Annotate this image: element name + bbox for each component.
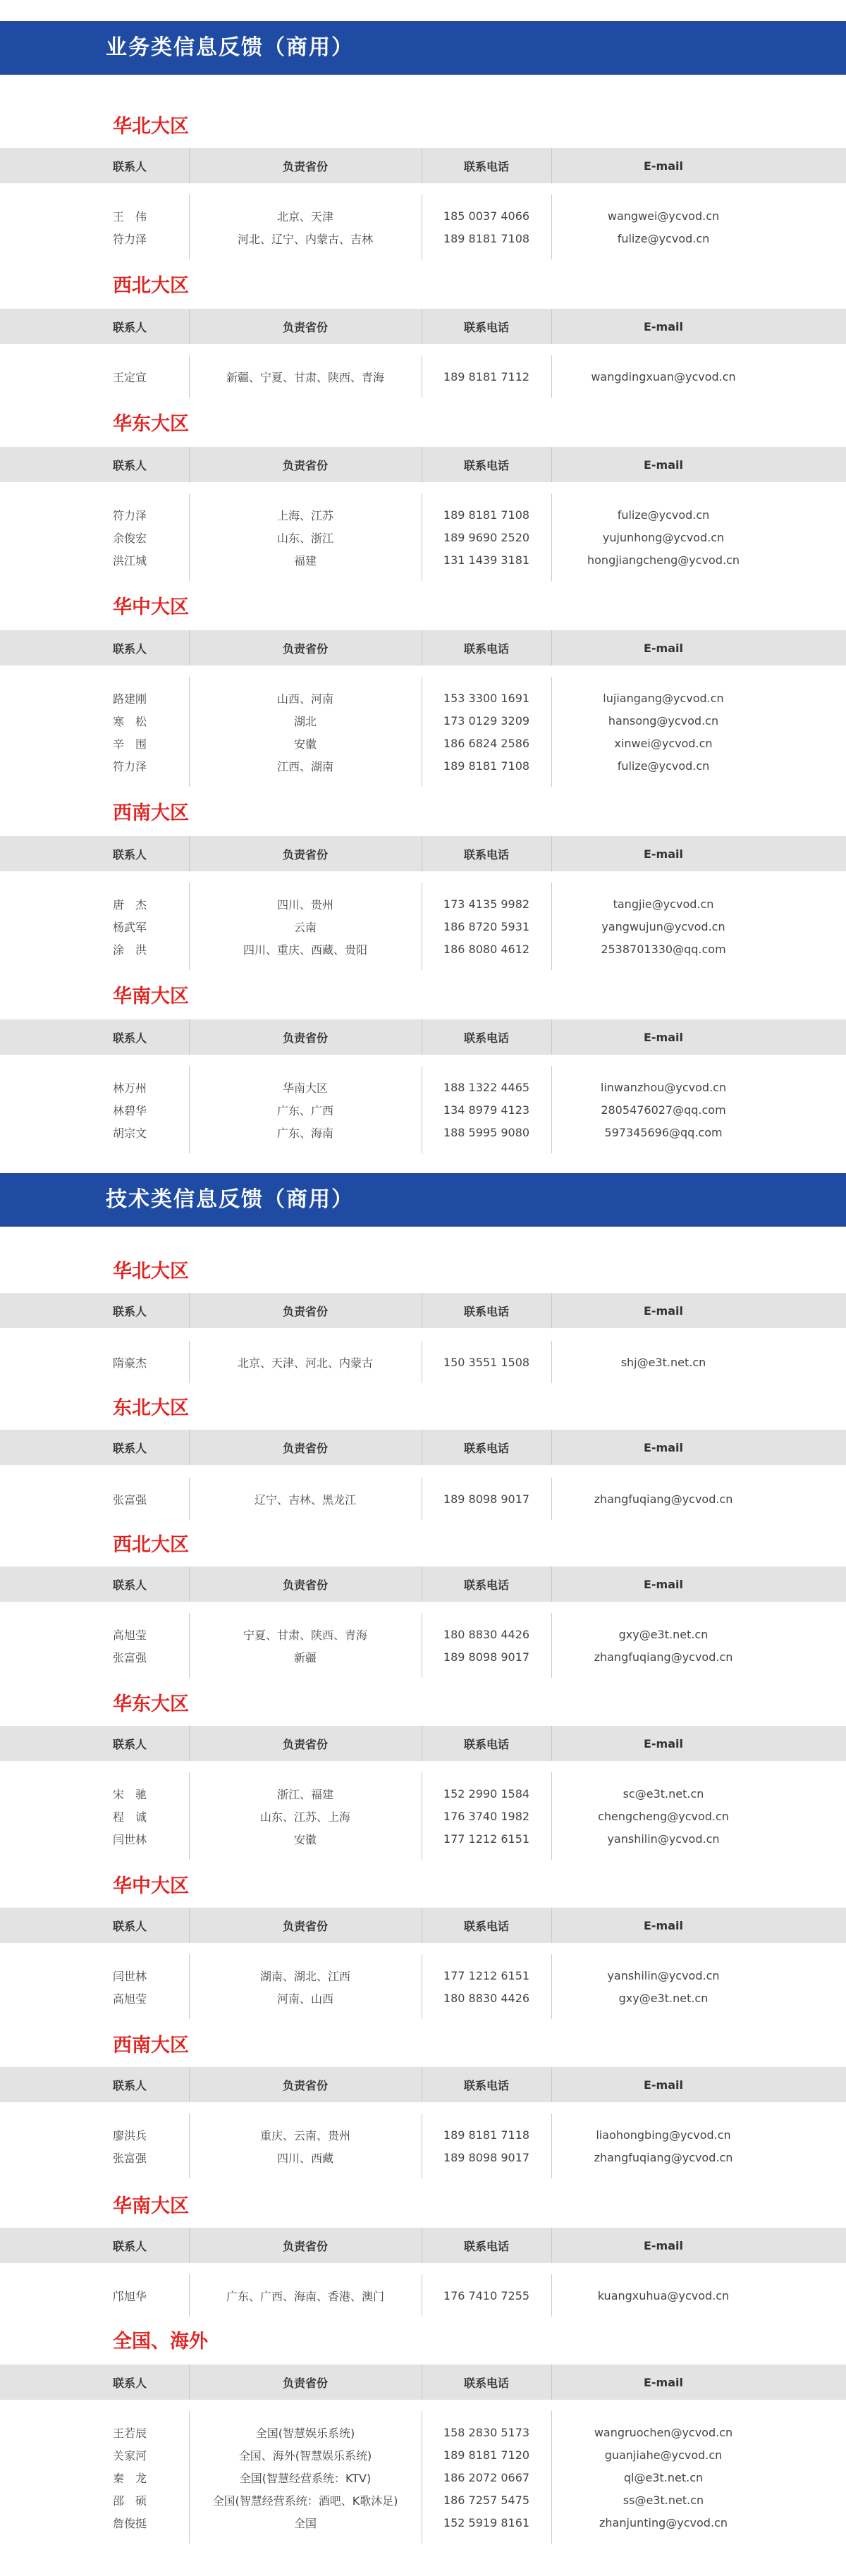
provinces-cell: 全国(智慧经营系统：KTV) [239,2471,372,2485]
column-divider [551,1019,552,1055]
contact-name-cell: 闫世林 [113,1969,147,1983]
table-row [0,2146,846,2169]
table-header [0,2365,846,2400]
table-row [0,2123,846,2146]
table-header [0,2228,846,2263]
header-phone: 联系电话 [463,320,509,334]
contact-name-cell: 洪江城 [113,553,147,568]
email-cell[interactable]: linwanzhou@ycvod.cn [600,1080,727,1094]
region-title: 华中大区 [113,1875,189,1897]
header-email: E-mail [643,847,683,861]
column-divider [189,1908,190,1943]
column-divider [551,148,552,183]
column-divider [189,1566,190,1602]
phone-cell: 180 8830 4426 [443,1991,530,2005]
email-cell[interactable]: hansong@ycvod.cn [608,713,719,728]
contact-name-cell: 闫世林 [113,1832,147,1846]
column-divider [189,1726,190,1761]
column-divider [189,836,190,871]
region-title: 全国、海外 [113,2331,208,2353]
header-email: E-mail [643,1577,683,1591]
phone-cell: 134 8979 4123 [443,1103,530,1117]
table-header [0,836,846,871]
column-divider [551,2067,552,2102]
email-cell[interactable]: 2538701330@qq.com [601,942,726,956]
provinces-cell: 宁夏、甘肃、陕西、青海 [243,1628,367,1642]
region-title: 华中大区 [113,596,189,618]
provinces-cell: 北京、天津 [276,209,333,223]
provinces-cell: 湖北 [293,714,317,728]
table-row [0,2421,846,2443]
table-body [0,1613,846,1678]
region-title: 西北大区 [113,1534,189,1556]
phone-cell: 177 1212 6151 [443,1832,530,1846]
header-provinces: 负责省份 [282,1304,328,1318]
contact-name-cell: 邵 硕 [113,2494,147,2508]
table-header [0,1566,846,1602]
table-header [0,1430,846,1465]
phone-cell: 188 5995 9080 [443,1125,530,1139]
contact-name-cell: 辛 围 [113,737,147,751]
table-body [0,195,846,259]
provinces-cell: 河南、山西 [276,1992,333,2006]
provinces-cell: 安徽 [293,1832,317,1846]
table-row [0,2443,846,2466]
table-row [0,548,846,571]
table-row [0,365,846,388]
phone-cell: 189 8098 9017 [443,1492,530,1506]
header-phone: 联系电话 [463,1919,509,1933]
email-cell[interactable]: wangdingxuan@ycvod.cn [591,369,736,384]
email-cell[interactable]: zhangfuqiang@ycvod.cn [594,2150,733,2164]
table-body [0,1478,846,1520]
region-title: 华南大区 [113,2195,189,2217]
header-email: E-mail [643,319,683,333]
header-email: E-mail [643,1304,683,1318]
contact-name-cell: 路建刚 [113,692,147,706]
contact-name-cell: 林碧华 [113,1103,147,1117]
header-phone: 联系电话 [463,458,509,472]
header-provinces: 负责省份 [282,2078,328,2092]
table-row [0,1098,846,1121]
header-contact-name: 联系人 [113,847,147,861]
email-cell[interactable]: fulize@ycvod.cn [617,231,710,245]
header-provinces: 负责省份 [282,458,328,472]
region-title: 华南大区 [113,986,189,1007]
phone-cell: 189 8181 7108 [443,759,530,773]
column-divider [551,309,552,344]
header-provinces: 负责省份 [282,1031,328,1045]
contact-name-cell: 张富强 [113,1650,147,1664]
provinces-cell: 广东、海南 [276,1126,333,1140]
phone-cell: 189 8098 9017 [443,2150,530,2164]
column-divider [189,309,190,344]
header-contact-name: 联系人 [113,159,147,173]
contact-name-cell: 程 诚 [113,1810,147,1824]
region-title: 东北大区 [113,1397,189,1419]
column-divider [189,148,190,183]
phone-cell: 185 0037 4066 [443,209,530,223]
provinces-cell: 江西、湖南 [276,759,333,773]
table-row [0,938,846,960]
header-contact-name: 联系人 [113,1441,147,1455]
phone-cell: 186 2072 0667 [443,2470,530,2484]
header-email: E-mail [643,458,683,472]
section-banner: 业务类信息反馈（商用） [0,21,846,75]
table-row [0,893,846,915]
region-title: 西南大区 [113,802,189,824]
email-cell[interactable]: sc@e3t.net.cn [623,1786,704,1801]
header-provinces: 负责省份 [282,159,328,173]
header-email: E-mail [643,1918,683,1932]
header-phone: 联系电话 [463,847,509,861]
table-row [0,1351,846,1373]
table-body [0,2274,846,2317]
phone-cell: 188 1322 4465 [443,1080,530,1094]
phone-cell: 186 8080 4612 [443,942,530,956]
header-provinces: 负责省份 [282,2376,328,2390]
header-contact-name: 联系人 [113,2239,147,2253]
header-email: E-mail [643,2238,683,2252]
contact-name-cell: 胡宗文 [113,1126,147,1140]
column-divider [189,1293,190,1328]
header-provinces: 负责省份 [282,1441,328,1455]
phone-cell: 189 8181 7118 [443,2128,530,2142]
header-contact-name: 联系人 [113,1031,147,1045]
header-contact-name: 联系人 [113,320,147,334]
provinces-cell: 新疆、宁夏、甘肃、陕西、青海 [226,370,384,384]
header-phone: 联系电话 [463,1304,509,1318]
table-row [0,503,846,526]
phone-cell: 152 2990 1584 [443,1786,530,1801]
provinces-cell: 山东、浙江 [276,531,333,545]
contact-name-cell: 隋豪杰 [113,1356,147,1370]
email-cell[interactable]: gxy@e3t.net.cn [618,1991,709,2005]
provinces-cell: 全国 [293,2516,317,2530]
column-divider [551,2365,552,2400]
table-row [0,2489,846,2511]
provinces-cell: 北京、天津、河北、内蒙古 [237,1356,373,1370]
email-cell[interactable]: gxy@e3t.net.cn [618,1627,709,1641]
column-divider [551,1566,552,1602]
column-divider [189,1430,190,1465]
header-contact-name: 联系人 [113,1919,147,1933]
column-divider [551,1908,552,1943]
table-body [0,355,846,398]
contact-name-cell: 符力泽 [113,759,147,773]
column-divider [551,836,552,871]
provinces-cell: 浙江、福建 [276,1787,333,1801]
provinces-cell: 全国、海外(智慧娱乐系统) [238,2448,372,2462]
contact-name-cell: 王若辰 [113,2426,147,2440]
column-divider [189,630,190,666]
header-provinces: 负责省份 [282,1919,328,1933]
email-cell[interactable]: kuangxuhua@ycvod.cn [597,2288,730,2302]
table-row [0,1805,846,1827]
contact-name-cell: 秦 龙 [113,2471,147,2485]
contact-name-cell: 廖洪兵 [113,2128,147,2142]
email-cell[interactable]: fulize@ycvod.cn [617,508,710,522]
table-row [0,1488,846,1510]
contact-name-cell: 余俊宏 [113,531,147,545]
section-banner: 技术类信息反馈（商用） [0,1173,846,1227]
email-cell[interactable]: ss@e3t.net.cn [623,2493,704,2507]
provinces-cell: 重庆、云南、贵州 [259,2128,350,2142]
phone-cell: 189 9690 2520 [443,530,530,544]
table-body [0,2411,846,2544]
provinces-cell: 云南 [293,920,317,934]
table-row [0,915,846,938]
column-divider [189,2228,190,2263]
provinces-cell: 河北、辽宁、内蒙古、吉林 [237,232,373,246]
table-header [0,447,846,482]
table-row [0,1076,846,1098]
header-phone: 联系电话 [463,1737,509,1751]
column-divider [551,447,552,482]
email-cell[interactable]: ql@e3t.net.cn [623,2470,704,2484]
contact-name-cell: 宋 驰 [113,1787,147,1801]
table-row [0,732,846,754]
contact-name-cell: 涂 洪 [113,943,147,957]
provinces-cell: 华南大区 [282,1081,328,1095]
email-cell[interactable]: 597345696@qq.com [604,1125,723,1139]
contact-name-cell: 詹俊挺 [113,2516,147,2530]
table-row [0,1623,846,1645]
header-phone: 联系电话 [463,2078,509,2092]
phone-cell: 176 3740 1982 [443,1809,530,1823]
contact-name-cell: 高旭莹 [113,1992,147,2006]
provinces-cell: 福建 [293,553,317,568]
email-cell[interactable]: liaohongbing@ycvod.cn [596,2128,731,2142]
column-divider [551,630,552,666]
email-cell[interactable]: xinwei@ycvod.cn [614,736,713,750]
table-header [0,630,846,666]
table-row [0,1827,846,1850]
contact-name-cell: 王 伟 [113,209,147,223]
header-phone: 联系电话 [463,1031,509,1045]
header-phone: 联系电话 [463,1441,509,1455]
table-body [0,1341,846,1383]
email-cell[interactable]: fulize@ycvod.cn [617,759,710,773]
table-row [0,1645,846,1668]
phone-cell: 173 4135 9982 [443,897,530,911]
contact-name-cell: 符力泽 [113,232,147,246]
provinces-cell: 山东、江苏、上海 [259,1810,350,1824]
table-row [0,526,846,548]
table-body [0,677,846,787]
header-provinces: 负责省份 [282,847,328,861]
provinces-cell: 四川、贵州 [276,897,333,912]
table-header [0,309,846,344]
table-row [0,709,846,732]
contact-name-cell: 张富强 [113,2151,147,2165]
header-contact-name: 联系人 [113,1578,147,1592]
email-cell[interactable]: wangwei@ycvod.cn [607,209,720,223]
table-row [0,204,846,227]
table-row [0,1121,846,1143]
header-contact-name: 联系人 [113,1737,147,1751]
table-row [0,1782,846,1805]
phone-cell: 176 7410 7255 [443,2288,530,2302]
header-email: E-mail [643,2078,683,2092]
column-divider [189,2067,190,2102]
region-title: 西南大区 [113,2035,189,2056]
header-contact-name: 联系人 [113,1304,147,1318]
table-header [0,1908,846,1943]
header-provinces: 负责省份 [282,2239,328,2253]
table-row [0,754,846,777]
provinces-cell: 全国(智慧娱乐系统) [255,2426,355,2440]
region-title: 华北大区 [113,1261,189,1282]
table-row [0,1964,846,1987]
table-header [0,1726,846,1761]
phone-cell: 189 8181 7112 [443,369,530,384]
phone-cell: 131 1439 3181 [443,553,530,567]
table-header [0,2067,846,2102]
provinces-cell: 四川、重庆、西藏、贵阳 [243,943,367,957]
provinces-cell: 湖南、湖北、江西 [259,1969,350,1983]
table-row [0,687,846,709]
email-cell[interactable]: guanjiahe@ycvod.cn [604,2448,723,2462]
header-email: E-mail [643,1736,683,1750]
table-body [0,1954,846,2019]
phone-cell: 153 3300 1691 [443,691,530,705]
header-contact-name: 联系人 [113,2078,147,2092]
header-phone: 联系电话 [463,159,509,173]
provinces-cell: 安徽 [293,737,317,751]
table-row [0,2284,846,2307]
email-cell[interactable]: yujunhong@ycvod.cn [602,530,725,544]
email-cell[interactable]: zhangfuqiang@ycvod.cn [594,1650,733,1664]
contact-name-cell: 邝旭华 [113,2289,147,2303]
table-row [0,227,846,250]
header-phone: 联系电话 [463,2239,509,2253]
email-cell[interactable]: shj@e3t.net.cn [620,1355,706,1369]
table-row [0,1987,846,2009]
table-row [0,2466,846,2489]
phone-cell: 189 8181 7108 [443,508,530,522]
header-contact-name: 联系人 [113,2376,147,2390]
column-divider [189,2365,190,2400]
table-body [0,883,846,970]
email-cell[interactable]: 2805476027@qq.com [601,1103,726,1117]
email-cell[interactable]: hongjiangcheng@ycvod.cn [587,553,740,567]
phone-cell: 189 8181 7120 [443,2448,530,2462]
phone-cell: 186 7257 5475 [443,2493,530,2507]
column-divider [189,1019,190,1055]
phone-cell: 189 8181 7108 [443,231,530,245]
header-provinces: 负责省份 [282,642,328,656]
table-header [0,148,846,183]
phone-cell: 158 2830 5173 [443,2425,530,2439]
phone-cell: 180 8830 4426 [443,1627,530,1641]
provinces-cell: 广东、广西 [276,1103,333,1117]
email-cell[interactable]: zhanjunting@ycvod.cn [599,2515,728,2529]
contact-name-cell: 高旭莹 [113,1628,147,1642]
phone-cell: 177 1212 6151 [443,1968,530,1982]
contact-name-cell: 唐 杰 [113,897,147,912]
header-email: E-mail [643,1440,683,1454]
provinces-cell: 四川、西藏 [276,2151,333,2165]
email-cell[interactable]: chengcheng@ycvod.cn [598,1809,729,1823]
header-email: E-mail [643,2375,683,2389]
provinces-cell: 上海、江苏 [276,508,333,522]
phone-cell: 173 0129 3209 [443,713,530,728]
header-phone: 联系电话 [463,2376,509,2390]
header-provinces: 负责省份 [282,320,328,334]
email-cell[interactable]: tangjie@ycvod.cn [613,897,714,911]
column-divider [189,447,190,482]
header-provinces: 负责省份 [282,1578,328,1592]
phone-cell: 186 8720 5931 [443,919,530,933]
contact-name-cell: 林万州 [113,1081,147,1095]
phone-cell: 150 3551 1508 [443,1355,530,1369]
contact-name-cell: 符力泽 [113,508,147,522]
provinces-cell: 广东、广西、海南、香港、澳门 [226,2289,384,2303]
email-cell[interactable]: lujiangang@ycvod.cn [603,691,724,705]
header-contact-name: 联系人 [113,458,147,472]
table-header [0,1019,846,1055]
table-body [0,493,846,581]
provinces-cell: 新疆 [293,1650,317,1664]
table-row [0,2511,846,2534]
table-body [0,1772,846,1860]
email-cell[interactable]: yangwujun@ycvod.cn [601,919,725,933]
column-divider [551,1726,552,1761]
table-body [0,1066,846,1153]
contact-name-cell: 寒 松 [113,714,147,728]
header-phone: 联系电话 [463,642,509,656]
column-divider [551,1293,552,1328]
table-body [0,2114,846,2178]
provinces-cell: 全国(智慧经营系统：酒吧、K歌沐足) [212,2494,398,2508]
phone-cell: 189 8098 9017 [443,1650,530,1664]
header-email: E-mail [643,641,683,655]
email-cell[interactable]: wangruochen@ycvod.cn [594,2425,733,2439]
header-email: E-mail [643,159,683,173]
region-title: 华东大区 [113,413,189,435]
phone-cell: 186 6824 2586 [443,736,530,750]
column-divider [551,1430,552,1465]
email-cell[interactable]: yanshilin@ycvod.cn [607,1968,720,1982]
contact-name-cell: 王定宣 [113,370,147,384]
region-title: 西北大区 [113,275,189,297]
column-divider [551,2228,552,2263]
contact-name-cell: 杨武军 [113,920,147,934]
header-contact-name: 联系人 [113,642,147,656]
email-cell[interactable]: yanshilin@ycvod.cn [607,1832,720,1846]
email-cell[interactable]: zhangfuqiang@ycvod.cn [594,1492,733,1506]
contact-name-cell: 关家河 [113,2448,147,2462]
table-header [0,1293,846,1328]
provinces-cell: 辽宁、吉林、黑龙江 [254,1492,356,1507]
header-phone: 联系电话 [463,1578,509,1592]
region-title: 华北大区 [113,116,189,137]
contact-name-cell: 张富强 [113,1492,147,1507]
phone-cell: 152 5919 8161 [443,2515,530,2529]
provinces-cell: 山西、河南 [276,692,333,706]
region-title: 华东大区 [113,1693,189,1715]
header-email: E-mail [643,1030,683,1044]
header-provinces: 负责省份 [282,1737,328,1751]
